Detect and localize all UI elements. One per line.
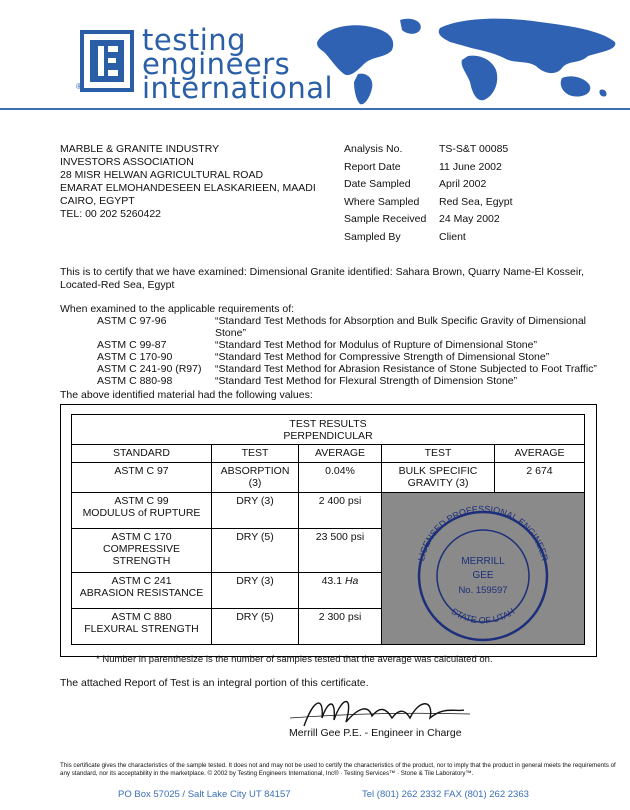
header-test-2: TEST <box>382 445 495 463</box>
header-test: TEST <box>212 445 299 463</box>
cell-standard <box>72 609 212 645</box>
seal-number: No. 159597 <box>458 584 508 596</box>
seal-top-text: LICENSED PROFESSIONAL ENGINEER <box>416 503 550 562</box>
meta-row <box>344 213 513 231</box>
footer-address: PO Box 57025 / Salt Lake City UT 84157 <box>118 789 291 800</box>
cell-standard-line2: COMPRESSIVE <box>102 543 181 555</box>
cell-average: 2 300 psi <box>299 609 382 645</box>
meta-value: Red Sea, Egypt <box>439 195 513 208</box>
cell-test: DRY (5) <box>212 529 299 573</box>
requirements-intro: When examined to the applicable requirements of: <box>60 303 295 315</box>
meta-row <box>344 178 513 196</box>
seal-name2: GEE <box>472 569 494 581</box>
results-title-line2: PERPENDICULAR <box>283 430 373 442</box>
company-wordmark <box>142 23 334 105</box>
cell-average: 2 400 psi <box>299 493 382 529</box>
footer-phones: Tel (801) 262 2332 FAX (801) 262 2363 <box>362 789 529 800</box>
world-map-graphic <box>300 8 625 108</box>
meta-row <box>344 161 513 179</box>
standard-item <box>97 339 615 351</box>
table-row <box>72 493 585 529</box>
client-address <box>60 143 316 221</box>
meta-label: Report Date <box>344 160 401 173</box>
header-average: AVERAGE <box>299 445 382 463</box>
address-line: EMARAT ELMOHANDESEEN ELASKARIEEN, MAADI <box>60 182 316 194</box>
cell-standard-line3: STRENGTH <box>112 555 171 567</box>
wordmark-line3: international <box>142 71 334 105</box>
standard-title: “Standard Test Method for Flexural Strength of Dimension Stone” <box>215 375 518 387</box>
meta-label: Analysis No. <box>344 143 403 155</box>
cell-average: 0.04% <box>299 463 382 493</box>
address-line: MARBLE & GRANITE INDUSTRY <box>60 143 220 155</box>
certification-statement: This is to certify that we have examined: Dimensional Granite identified: Sahara Brown, Quarry Name-El Kosseir, Located-Red Sea, Egypt <box>60 266 585 291</box>
cell-standard-line2: FLEXURAL STRENGTH <box>84 623 199 635</box>
standard-item <box>97 375 615 387</box>
meta-row <box>344 196 513 214</box>
cell-standard-line1: ASTM C 241 <box>111 575 172 587</box>
header-standard: STANDARD <box>72 445 212 463</box>
standard-code: ASTM C 97-96 <box>97 315 167 327</box>
standard-code: ASTM C 241-90 (R97) <box>97 363 202 375</box>
cell-standard-line1: ASTM C 170 <box>111 531 172 543</box>
registered-mark: ® <box>76 82 82 91</box>
signer-name: Merrill Gee P.E. - Engineer in Charge <box>289 727 462 739</box>
address-line: 28 MISR HELWAN AGRICULTURAL ROAD <box>60 169 264 181</box>
standard-title: “Standard Test Method for Abrasion Resistance of Stone Subjected to Foot Traffic” <box>215 363 597 375</box>
cell-average-2: 2 674 <box>495 463 585 493</box>
meta-value: 24 May 2002 <box>439 213 500 225</box>
cell-standard-line2: ABRASION RESISTANCE <box>79 587 204 599</box>
legal-disclaimer: This certificate gives the characteristics of the sample tested. It does not and may not be used to certify the characteristics of the product, nor to imply that the product in general meets the requirements of any standard, nor its acceptability in the marketplace. © 2002 by Testing Engineers International, Inc® · Testing Services™ · Stone & Tile Laboratory™. <box>60 762 616 777</box>
wordmark-line1: testing <box>142 23 247 57</box>
cell-standard-line1: ASTM C 880 <box>111 611 172 623</box>
standards-list <box>97 315 615 387</box>
cell-average-value: 43.1 <box>321 575 343 587</box>
header-rule <box>0 108 630 110</box>
cell-average-unit: Ha <box>344 575 359 587</box>
tei-logo-icon <box>80 30 134 92</box>
meta-label: Sample Received <box>344 213 427 225</box>
engineer-seal-icon <box>383 494 583 644</box>
cell-test: DRY (3) <box>212 573 299 609</box>
seal-name1: MERRILL <box>461 555 505 567</box>
meta-value: 11 June 2002 <box>439 160 502 173</box>
cell-standard <box>72 573 212 609</box>
cell-average: 23 500 psi <box>299 529 382 573</box>
results-table <box>71 414 585 645</box>
cell-standard-line2: MODULUS of RUPTURE <box>82 507 201 519</box>
standard-item <box>97 351 615 363</box>
meta-value: TS-S&T 00085 <box>439 143 509 155</box>
standard-code: ASTM C 880-98 <box>97 375 173 387</box>
meta-row <box>344 143 513 161</box>
results-title-line1: TEST RESULTS <box>289 418 367 430</box>
address-line: TEL: 00 202 5260422 <box>60 208 162 220</box>
meta-row <box>344 231 513 249</box>
cell-test: DRY (5) <box>212 609 299 645</box>
cell-standard: ASTM C 97 <box>72 463 212 493</box>
address-line: INVESTORS ASSOCIATION <box>60 156 194 168</box>
cell-test: DRY (3) <box>212 493 299 529</box>
cell-standard <box>72 529 212 573</box>
standard-item <box>97 315 615 339</box>
header-average-2: AVERAGE <box>495 445 585 463</box>
cell-test-2-line1: BULK SPECIFIC <box>398 465 478 477</box>
standard-title: “Standard Test Method for Modulus of Rupture of Dimensional Stone” <box>215 339 537 351</box>
meta-label: Where Sampled <box>344 195 420 208</box>
wordmark-line2: engineers <box>142 47 291 81</box>
address-line: CAIRO, EGYPT <box>60 195 135 207</box>
cell-test-2-line2: GRAVITY (3) <box>407 477 469 489</box>
cell-test-2 <box>382 463 495 493</box>
cell-average <box>299 573 382 609</box>
table-row <box>72 463 585 493</box>
meta-value: April 2002 <box>439 178 487 190</box>
values-intro: The above identified material had the following values: <box>60 389 313 401</box>
seal-bottom-text: STATE OF UTAH <box>449 605 517 625</box>
standard-code: ASTM C 170-90 <box>97 351 173 363</box>
standard-code: ASTM C 99-87 <box>97 339 167 351</box>
engineer-seal-area <box>382 493 585 645</box>
meta-label: Date Sampled <box>344 178 411 190</box>
cell-standard <box>72 493 212 529</box>
results-title <box>72 415 585 445</box>
standard-title: “Standard Test Methods for Absorption and Bulk Specific Gravity of Dimensional Stone” <box>215 315 586 339</box>
standard-title: “Standard Test Method for Compressive Strength of Dimensional Stone” <box>215 351 550 363</box>
standard-item <box>97 363 615 375</box>
cell-standard-line1: ASTM C 99 <box>114 495 169 507</box>
meta-value: Client <box>439 230 466 243</box>
meta-label: Sampled By <box>344 230 401 243</box>
report-metadata <box>344 143 513 248</box>
cell-test: ABSORPTION (3) <box>212 463 299 493</box>
attached-report-statement: The attached Report of Test is an integral portion of this certificate. <box>60 677 369 689</box>
samples-footnote: * Number in parenthesize is the number of samples tested that the average was calculated on. <box>96 654 493 665</box>
